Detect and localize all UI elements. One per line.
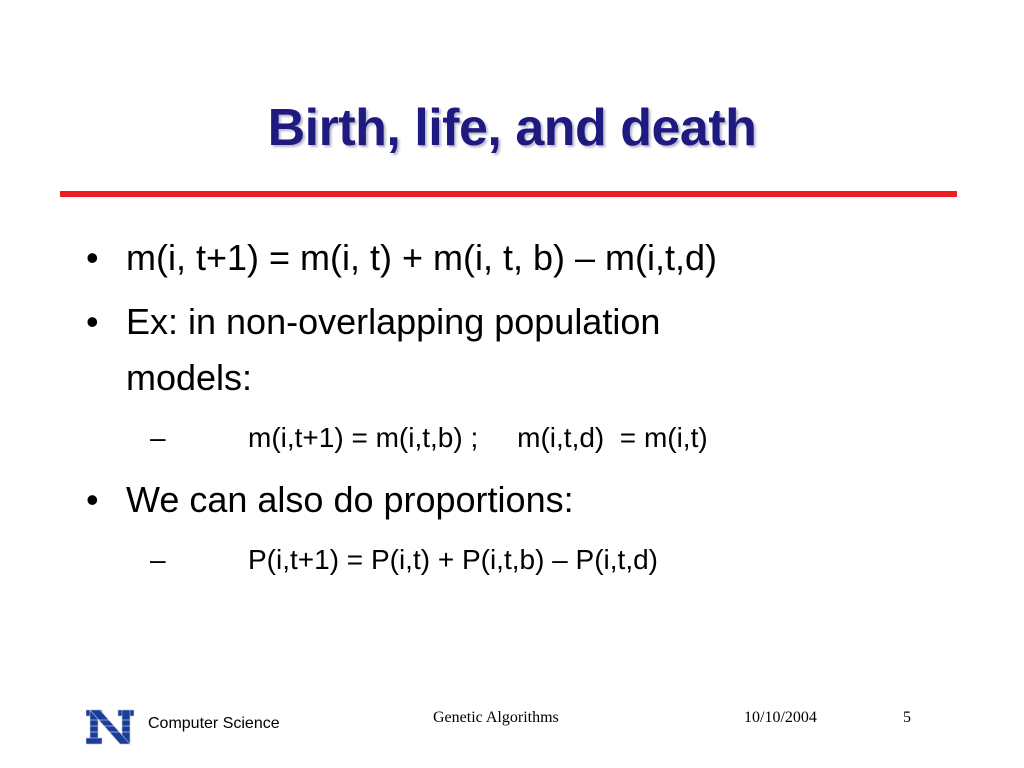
- footer-date: 10/10/2004: [744, 709, 817, 726]
- footer-organization: Computer Science: [148, 715, 280, 732]
- sub-bullet-marker: –: [150, 422, 166, 453]
- bullet-marker: •: [86, 479, 99, 520]
- slide-title: Birth, life, and death: [267, 99, 757, 157]
- bullet-marker: •: [86, 237, 99, 278]
- bullet-text: m(i, t+1) = m(i, t) + m(i, t, b) – m(i,t,d): [126, 237, 718, 278]
- bullet-text-line-1: Ex: in non-overlapping population: [126, 301, 661, 342]
- sub-bullet-text: m(i,t+1) = m(i,t,b) ; m(i,t,d) = m(i,t): [248, 422, 708, 453]
- sub-bullet-marker: –: [150, 544, 166, 575]
- university-n-logo-icon: [86, 708, 134, 746]
- sub-bullet-text: P(i,t+1) = P(i,t) + P(i,t,b) – P(i,t,d): [248, 544, 658, 575]
- bullet-marker: •: [86, 301, 99, 342]
- bullet-text: We can also do proportions:: [126, 479, 574, 520]
- footer-page-number: 5: [903, 709, 911, 726]
- bullet-text-line-2: models:: [126, 357, 253, 398]
- footer-course-title: Genetic Algorithms: [433, 709, 559, 726]
